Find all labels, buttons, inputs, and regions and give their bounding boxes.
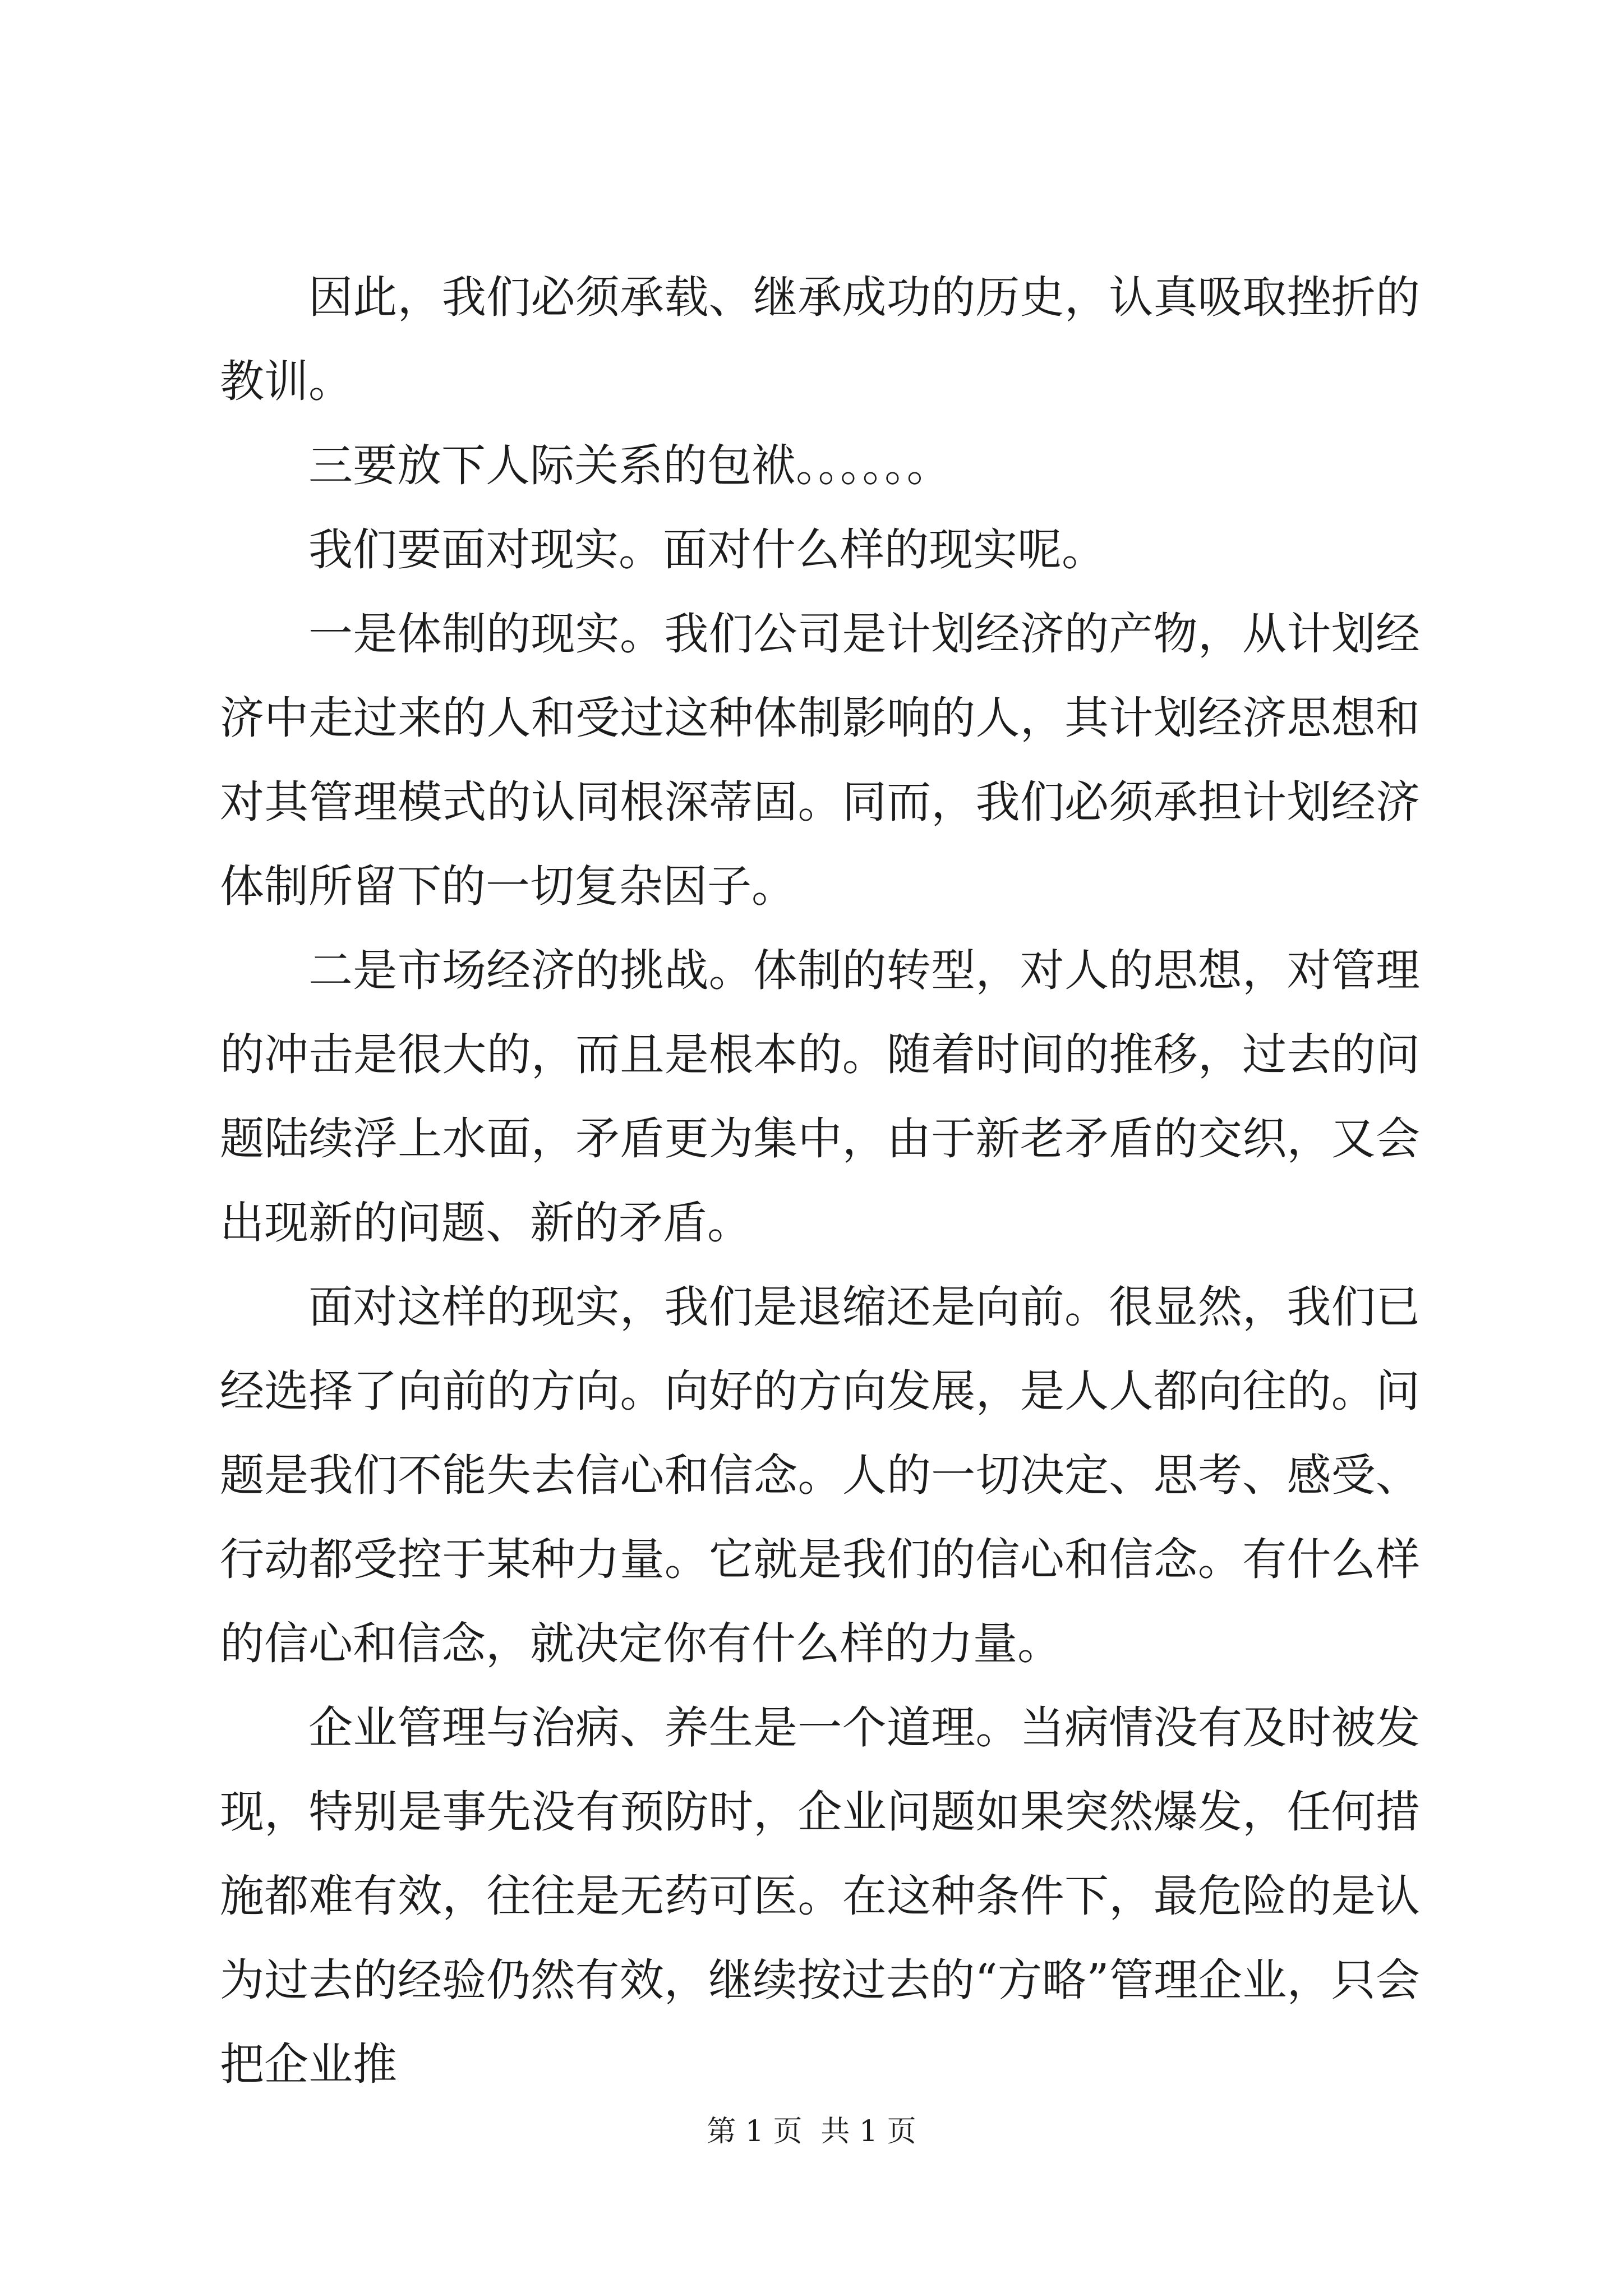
paragraph: 我们要面对现实。面对什么样的现实呢。 xyxy=(308,524,1106,576)
document-body xyxy=(220,255,1420,2106)
page-footer: 第 1 页 共 1 页 xyxy=(707,2115,916,2148)
paragraph: 因此，我们必须承载、继承成功的历史，认真吸取挫折的教训。 xyxy=(220,272,1420,407)
paragraph: 面对这样的现实，我们是退缩还是向前。很显然，我们已经选择了向前的方向。向好的方向发展，是人人都向往的。问题是我们不能失去信心和信念。人的一切决定、思考、感受、行动都受控于某种力量。它就是我们的信心和信念。有什么样的信心和信念，就决定你有什么样的力量。 xyxy=(220,1281,1420,1669)
paragraph: 三要放下人际关系的包袱。。。。。。 xyxy=(308,440,951,491)
paragraph: 一是体制的现实。我们公司是计划经济的产物，从计划经济中走过来的人和受过这种体制影响的人，其计划经济思想和对其管理模式的认同根深蒂固。同而，我们必须承担计划经济体制所留下的一切复杂因子。 xyxy=(220,608,1420,912)
paragraph: 企业管理与治病、养生是一个道理。当病情没有及时被发现，特别是事先没有预防时，企业问题如果突然爆发，任何措施都难有效，往往是无药可医。在这种条件下，最危险的是认为过去的经验仍然有效，继续按过去的“方略”管理企业，只会把企业推 xyxy=(220,1702,1420,2090)
paragraph: 二是市场经济的挑战。体制的转型，对人的思想，对管理的冲击是很大的，而且是根本的。随着时间的推移，过去的问题陆续浮上水面，矛盾更为集中，由于新老矛盾的交织，又会出现新的问题、新的矛盾。 xyxy=(220,945,1420,1249)
